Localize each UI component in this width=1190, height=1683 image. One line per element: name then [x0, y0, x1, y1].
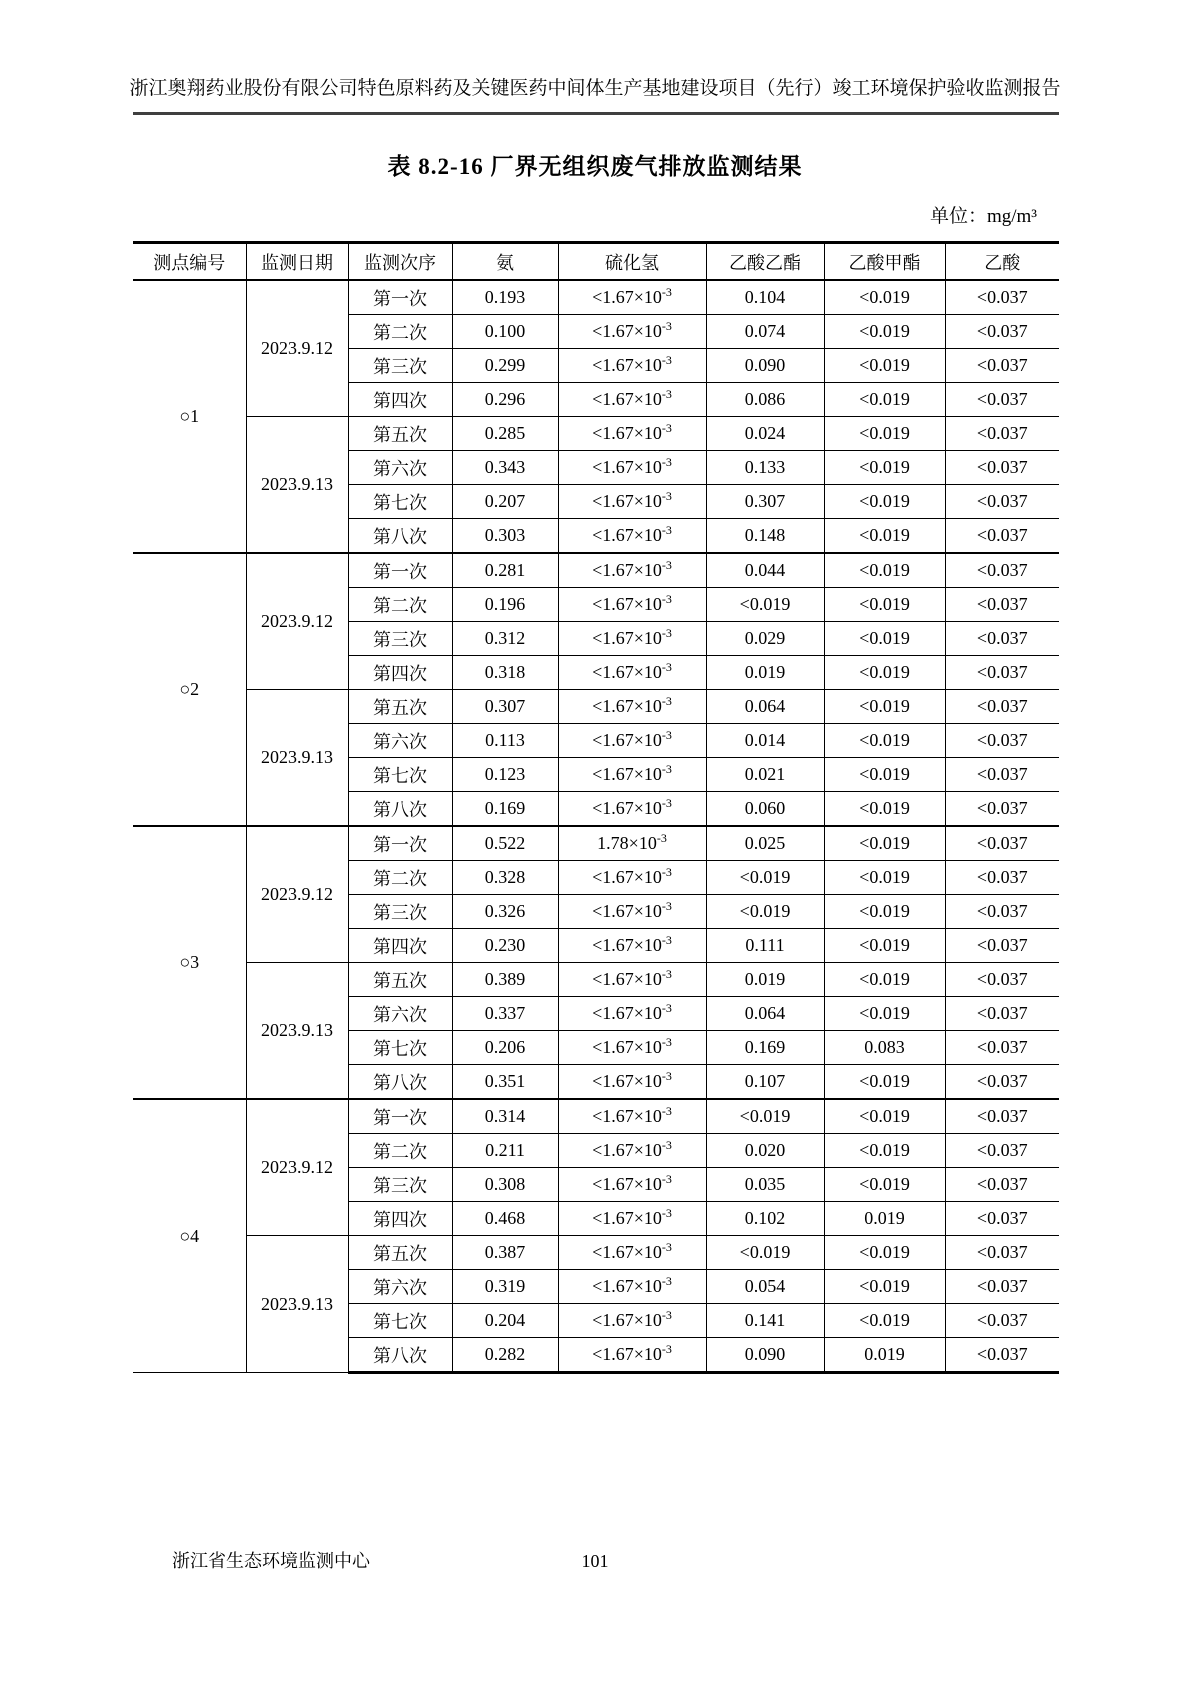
value-cell: <0.037 — [945, 588, 1059, 622]
value-cell: <0.037 — [945, 1270, 1059, 1304]
table-title: 表 8.2-16 厂界无组织废气排放监测结果 — [387, 154, 803, 179]
exponent: -3 — [661, 796, 672, 810]
exponent: -3 — [661, 694, 672, 708]
date-cell: 2023.9.13 — [246, 690, 348, 827]
exponent: -3 — [661, 353, 672, 367]
value-cell: 0.025 — [706, 826, 824, 861]
value-cell: <0.037 — [945, 792, 1059, 827]
value-cell: <0.019 — [824, 1099, 945, 1134]
value-cell: 0.141 — [706, 1304, 824, 1338]
value-cell: 0.211 — [452, 1134, 558, 1168]
value-cell: 0.337 — [452, 997, 558, 1031]
value-cell: <0.037 — [945, 1202, 1059, 1236]
exponent: -3 — [661, 626, 672, 640]
value-cell: <0.019 — [824, 826, 945, 861]
value-cell: 0.312 — [452, 622, 558, 656]
point-id-cell: ○1 — [133, 280, 246, 553]
sequence-cell: 第二次 — [348, 1134, 452, 1168]
value-cell: <0.019 — [824, 315, 945, 349]
date-cell: 2023.9.12 — [246, 280, 348, 417]
value-cell: <0.019 — [824, 724, 945, 758]
sequence-cell: 第五次 — [348, 963, 452, 997]
value-cell: $<1.67\times 10^{-3}$ — [558, 622, 706, 656]
value-cell: $<1.67\times 10^{-3}$ — [558, 724, 706, 758]
value-cell: $<1.67\times 10^{-3}$ — [558, 1304, 706, 1338]
sequence-cell: 第七次 — [348, 758, 452, 792]
value-cell: $<1.67\times 10^{-3}$ — [558, 963, 706, 997]
value-cell: $1.78\times 10^{-3}$ — [558, 826, 706, 861]
exponent: -3 — [661, 1035, 672, 1049]
sequence-cell: 第五次 — [348, 690, 452, 724]
value-cell: <0.019 — [824, 622, 945, 656]
exponent: -3 — [661, 387, 672, 401]
value-cell: <0.019 — [706, 1099, 824, 1134]
page-number: 101 — [581, 1551, 609, 1571]
value-cell: 0.468 — [452, 1202, 558, 1236]
col-header-ammonia: 氨 — [452, 243, 558, 281]
value-cell: $<1.67\times 10^{-3}$ — [558, 690, 706, 724]
value-cell: <0.019 — [824, 792, 945, 827]
value-cell: $<1.67\times 10^{-3}$ — [558, 997, 706, 1031]
date-cell: 2023.9.13 — [246, 417, 348, 554]
exponent: -3 — [661, 1308, 672, 1322]
value-cell: <0.037 — [945, 826, 1059, 861]
value-cell: <0.019 — [824, 656, 945, 690]
sequence-cell: 第六次 — [348, 1270, 452, 1304]
sequence-cell: 第四次 — [348, 929, 452, 963]
exponent: -3 — [661, 489, 672, 503]
value-cell: $<1.67\times 10^{-3}$ — [558, 656, 706, 690]
col-header-sequence: 监测次序 — [348, 243, 452, 281]
sequence-cell: 第七次 — [348, 1304, 452, 1338]
col-header-ethyl-acetate: 乙酸乙酯 — [706, 243, 824, 281]
sequence-cell: 第六次 — [348, 997, 452, 1031]
exponent: -3 — [661, 455, 672, 469]
value-cell: <0.037 — [945, 553, 1059, 588]
value-cell: 0.024 — [706, 417, 824, 451]
sequence-cell: 第一次 — [348, 826, 452, 861]
unit-label: 单位：mg/m³ — [929, 206, 1037, 227]
value-cell: 0.285 — [452, 417, 558, 451]
value-cell: 0.019 — [706, 963, 824, 997]
sequence-cell: 第四次 — [348, 656, 452, 690]
exponent: -3 — [661, 1138, 672, 1152]
value-cell: $<1.67\times 10^{-3}$ — [558, 792, 706, 827]
value-cell: 0.123 — [452, 758, 558, 792]
value-cell: $<1.67\times 10^{-3}$ — [558, 758, 706, 792]
value-cell: <0.019 — [824, 895, 945, 929]
value-cell: 0.303 — [452, 519, 558, 554]
value-cell: $<1.67\times 10^{-3}$ — [558, 1065, 706, 1100]
value-cell: 0.326 — [452, 895, 558, 929]
value-cell: <0.019 — [824, 519, 945, 554]
sequence-cell: 第六次 — [348, 451, 452, 485]
value-cell: <0.037 — [945, 997, 1059, 1031]
exponent: -3 — [661, 899, 672, 913]
value-cell: <0.019 — [824, 1236, 945, 1270]
date-cell: 2023.9.13 — [246, 963, 348, 1100]
exponent: -3 — [661, 967, 672, 981]
value-cell: 0.107 — [706, 1065, 824, 1100]
value-cell: <0.037 — [945, 451, 1059, 485]
sequence-cell: 第七次 — [348, 485, 452, 519]
value-cell: <0.019 — [824, 929, 945, 963]
sequence-cell: 第一次 — [348, 1099, 452, 1134]
value-cell: <0.037 — [945, 963, 1059, 997]
value-cell: <0.037 — [945, 1099, 1059, 1134]
sequence-cell: 第六次 — [348, 724, 452, 758]
sequence-cell: 第三次 — [348, 622, 452, 656]
value-cell: $<1.67\times 10^{-3}$ — [558, 417, 706, 451]
value-cell: 0.308 — [452, 1168, 558, 1202]
header-rule — [133, 112, 1059, 115]
value-cell: $<1.67\times 10^{-3}$ — [558, 1031, 706, 1065]
value-cell: <0.019 — [824, 1270, 945, 1304]
col-header-hydrogen-sulfide: 硫化氢 — [558, 243, 706, 281]
value-cell: 0.111 — [706, 929, 824, 963]
value-cell: 0.021 — [706, 758, 824, 792]
value-cell: <0.037 — [945, 280, 1059, 315]
value-cell: <0.019 — [824, 280, 945, 315]
value-cell: $<1.67\times 10^{-3}$ — [558, 383, 706, 417]
value-cell: <0.019 — [706, 1236, 824, 1270]
value-cell: 0.102 — [706, 1202, 824, 1236]
exponent: -3 — [661, 1001, 672, 1015]
value-cell: <0.037 — [945, 690, 1059, 724]
value-cell: 0.343 — [452, 451, 558, 485]
value-cell: <0.019 — [824, 997, 945, 1031]
value-cell: 0.319 — [452, 1270, 558, 1304]
exponent: -3 — [661, 1206, 672, 1220]
value-cell: <0.037 — [945, 1134, 1059, 1168]
exponent: -3 — [661, 933, 672, 947]
value-cell: <0.037 — [945, 349, 1059, 383]
value-cell: <0.037 — [945, 1338, 1059, 1373]
value-cell: $<1.67\times 10^{-3}$ — [558, 1099, 706, 1134]
value-cell: <0.037 — [945, 417, 1059, 451]
table-header-row — [133, 243, 1059, 281]
value-cell: 0.230 — [452, 929, 558, 963]
value-cell: <0.037 — [945, 656, 1059, 690]
value-cell: 0.169 — [706, 1031, 824, 1065]
value-cell: <0.037 — [945, 758, 1059, 792]
point-id-cell: ○4 — [133, 1099, 246, 1373]
value-cell: 0.060 — [706, 792, 824, 827]
sequence-cell: 第七次 — [348, 1031, 452, 1065]
sequence-cell: 第四次 — [348, 1202, 452, 1236]
exponent: -3 — [661, 660, 672, 674]
value-cell: <0.019 — [824, 1134, 945, 1168]
sequence-cell: 第八次 — [348, 792, 452, 827]
value-cell: <0.037 — [945, 622, 1059, 656]
value-cell: 0.020 — [706, 1134, 824, 1168]
value-cell: 0.282 — [452, 1338, 558, 1373]
exponent: -3 — [661, 1172, 672, 1186]
value-cell: 0.086 — [706, 383, 824, 417]
sequence-cell: 第三次 — [348, 1168, 452, 1202]
value-cell: <0.037 — [945, 861, 1059, 895]
value-cell: $<1.67\times 10^{-3}$ — [558, 861, 706, 895]
exponent: -3 — [661, 319, 672, 333]
value-cell: 0.193 — [452, 280, 558, 315]
exponent: -3 — [661, 762, 672, 776]
sequence-cell: 第二次 — [348, 588, 452, 622]
value-cell: 0.133 — [706, 451, 824, 485]
sequence-cell: 第一次 — [348, 280, 452, 315]
exponent: -3 — [661, 558, 672, 572]
value-cell: $<1.67\times 10^{-3}$ — [558, 451, 706, 485]
value-cell: 0.307 — [452, 690, 558, 724]
value-cell: 0.100 — [452, 315, 558, 349]
sequence-cell: 第一次 — [348, 553, 452, 588]
sequence-cell: 第五次 — [348, 1236, 452, 1270]
value-cell: 0.307 — [706, 485, 824, 519]
value-cell: $<1.67\times 10^{-3}$ — [558, 1338, 706, 1373]
table-row — [133, 690, 1059, 724]
value-cell: 0.318 — [452, 656, 558, 690]
sequence-cell: 第二次 — [348, 315, 452, 349]
exponent: -3 — [661, 1069, 672, 1083]
footer-organization: 浙江省生态环境监测中心 — [172, 1551, 370, 1571]
sequence-cell: 第四次 — [348, 383, 452, 417]
col-header-methyl-acetate: 乙酸甲酯 — [824, 243, 945, 281]
table-row — [133, 1236, 1059, 1270]
exponent: -3 — [661, 865, 672, 879]
value-cell: <0.037 — [945, 1168, 1059, 1202]
value-cell: 0.281 — [452, 553, 558, 588]
value-cell: <0.037 — [945, 519, 1059, 554]
exponent: -3 — [661, 1274, 672, 1288]
value-cell: 0.169 — [452, 792, 558, 827]
value-cell: <0.019 — [706, 895, 824, 929]
col-header-acetic-acid: 乙酸 — [945, 243, 1059, 281]
value-cell: <0.037 — [945, 929, 1059, 963]
value-cell: 0.064 — [706, 690, 824, 724]
table-row — [133, 280, 1059, 315]
value-cell: 0.314 — [452, 1099, 558, 1134]
exponent: -3 — [661, 523, 672, 537]
value-cell: <0.037 — [945, 1236, 1059, 1270]
value-cell: 0.054 — [706, 1270, 824, 1304]
value-cell: $<1.67\times 10^{-3}$ — [558, 588, 706, 622]
col-header-point-id: 测点编号 — [133, 243, 246, 281]
date-cell: 2023.9.12 — [246, 826, 348, 963]
value-cell: $<1.67\times 10^{-3}$ — [558, 349, 706, 383]
exponent: -3 — [661, 728, 672, 742]
value-cell: <0.037 — [945, 383, 1059, 417]
sequence-cell: 第八次 — [348, 1065, 452, 1100]
document-header-text: 浙江奥翔药业股份有限公司特色原料药及关键医药中间体生产基地建设项目（先行）竣工环境保护验收监测报告 — [129, 78, 1061, 99]
value-cell: $<1.67\times 10^{-3}$ — [558, 1202, 706, 1236]
value-cell: 0.044 — [706, 553, 824, 588]
value-cell: 0.014 — [706, 724, 824, 758]
value-cell: 0.019 — [824, 1202, 945, 1236]
value-cell: 0.204 — [452, 1304, 558, 1338]
table-row — [133, 417, 1059, 451]
value-cell: $<1.67\times 10^{-3}$ — [558, 519, 706, 554]
value-cell: <0.037 — [945, 1304, 1059, 1338]
value-cell: 0.083 — [824, 1031, 945, 1065]
value-cell: <0.037 — [945, 1031, 1059, 1065]
value-cell: <0.037 — [945, 485, 1059, 519]
sequence-cell: 第三次 — [348, 895, 452, 929]
value-cell: 0.387 — [452, 1236, 558, 1270]
value-cell: <0.037 — [945, 315, 1059, 349]
value-cell: <0.019 — [824, 1168, 945, 1202]
value-cell: $<1.67\times 10^{-3}$ — [558, 280, 706, 315]
value-cell: $<1.67\times 10^{-3}$ — [558, 1168, 706, 1202]
value-cell: <0.019 — [824, 861, 945, 895]
value-cell: 0.104 — [706, 280, 824, 315]
value-cell: 0.351 — [452, 1065, 558, 1100]
exponent: -3 — [661, 1342, 672, 1356]
monitoring-results-table — [133, 241, 1059, 1374]
value-cell: $<1.67\times 10^{-3}$ — [558, 895, 706, 929]
value-cell: 0.029 — [706, 622, 824, 656]
value-cell: <0.037 — [945, 1065, 1059, 1100]
value-cell: 0.019 — [824, 1338, 945, 1373]
date-cell: 2023.9.12 — [246, 1099, 348, 1236]
value-cell: 0.389 — [452, 963, 558, 997]
value-cell: <0.037 — [945, 724, 1059, 758]
value-cell: <0.019 — [824, 485, 945, 519]
date-cell: 2023.9.13 — [246, 1236, 348, 1373]
sequence-cell: 第八次 — [348, 1338, 452, 1373]
value-cell: 0.299 — [452, 349, 558, 383]
value-cell: 0.074 — [706, 315, 824, 349]
value-cell: <0.019 — [824, 451, 945, 485]
exponent: -3 — [661, 1240, 672, 1254]
value-cell: $<1.67\times 10^{-3}$ — [558, 929, 706, 963]
value-cell: 0.113 — [452, 724, 558, 758]
value-cell: <0.019 — [824, 588, 945, 622]
value-cell: $<1.67\times 10^{-3}$ — [558, 1270, 706, 1304]
value-cell: <0.019 — [824, 1065, 945, 1100]
value-cell: $<1.67\times 10^{-3}$ — [558, 1134, 706, 1168]
point-id-cell: ○3 — [133, 826, 246, 1099]
value-cell: <0.019 — [824, 349, 945, 383]
value-cell: 0.090 — [706, 349, 824, 383]
table-row — [133, 826, 1059, 861]
value-cell: 0.196 — [452, 588, 558, 622]
value-cell: 0.522 — [452, 826, 558, 861]
value-cell: <0.019 — [824, 553, 945, 588]
sequence-cell: 第八次 — [348, 519, 452, 554]
value-cell: 0.328 — [452, 861, 558, 895]
value-cell: $<1.67\times 10^{-3}$ — [558, 315, 706, 349]
value-cell: 0.148 — [706, 519, 824, 554]
value-cell: <0.019 — [824, 1304, 945, 1338]
value-cell: $<1.67\times 10^{-3}$ — [558, 553, 706, 588]
value-cell: <0.037 — [945, 895, 1059, 929]
value-cell: 0.206 — [452, 1031, 558, 1065]
table-row — [133, 553, 1059, 588]
value-cell: 0.035 — [706, 1168, 824, 1202]
sequence-cell: 第五次 — [348, 417, 452, 451]
exponent: -3 — [661, 285, 672, 299]
value-cell: <0.019 — [706, 861, 824, 895]
exponent: -3 — [656, 831, 667, 845]
col-header-date: 监测日期 — [246, 243, 348, 281]
value-cell: <0.019 — [824, 758, 945, 792]
value-cell: <0.019 — [824, 963, 945, 997]
exponent: -3 — [661, 592, 672, 606]
exponent: -3 — [661, 1104, 672, 1118]
value-cell: $<1.67\times 10^{-3}$ — [558, 485, 706, 519]
value-cell: <0.019 — [824, 417, 945, 451]
table-row — [133, 1099, 1059, 1134]
value-cell: <0.019 — [706, 588, 824, 622]
value-cell: <0.019 — [824, 690, 945, 724]
sequence-cell: 第二次 — [348, 861, 452, 895]
point-id-cell: ○2 — [133, 553, 246, 826]
table-row — [133, 963, 1059, 997]
value-cell: $<1.67\times 10^{-3}$ — [558, 1236, 706, 1270]
value-cell: <0.019 — [824, 383, 945, 417]
value-cell: 0.296 — [452, 383, 558, 417]
sequence-cell: 第三次 — [348, 349, 452, 383]
value-cell: 0.064 — [706, 997, 824, 1031]
value-cell: 0.090 — [706, 1338, 824, 1373]
date-cell: 2023.9.12 — [246, 553, 348, 690]
value-cell: 0.019 — [706, 656, 824, 690]
value-cell: 0.207 — [452, 485, 558, 519]
exponent: -3 — [661, 421, 672, 435]
